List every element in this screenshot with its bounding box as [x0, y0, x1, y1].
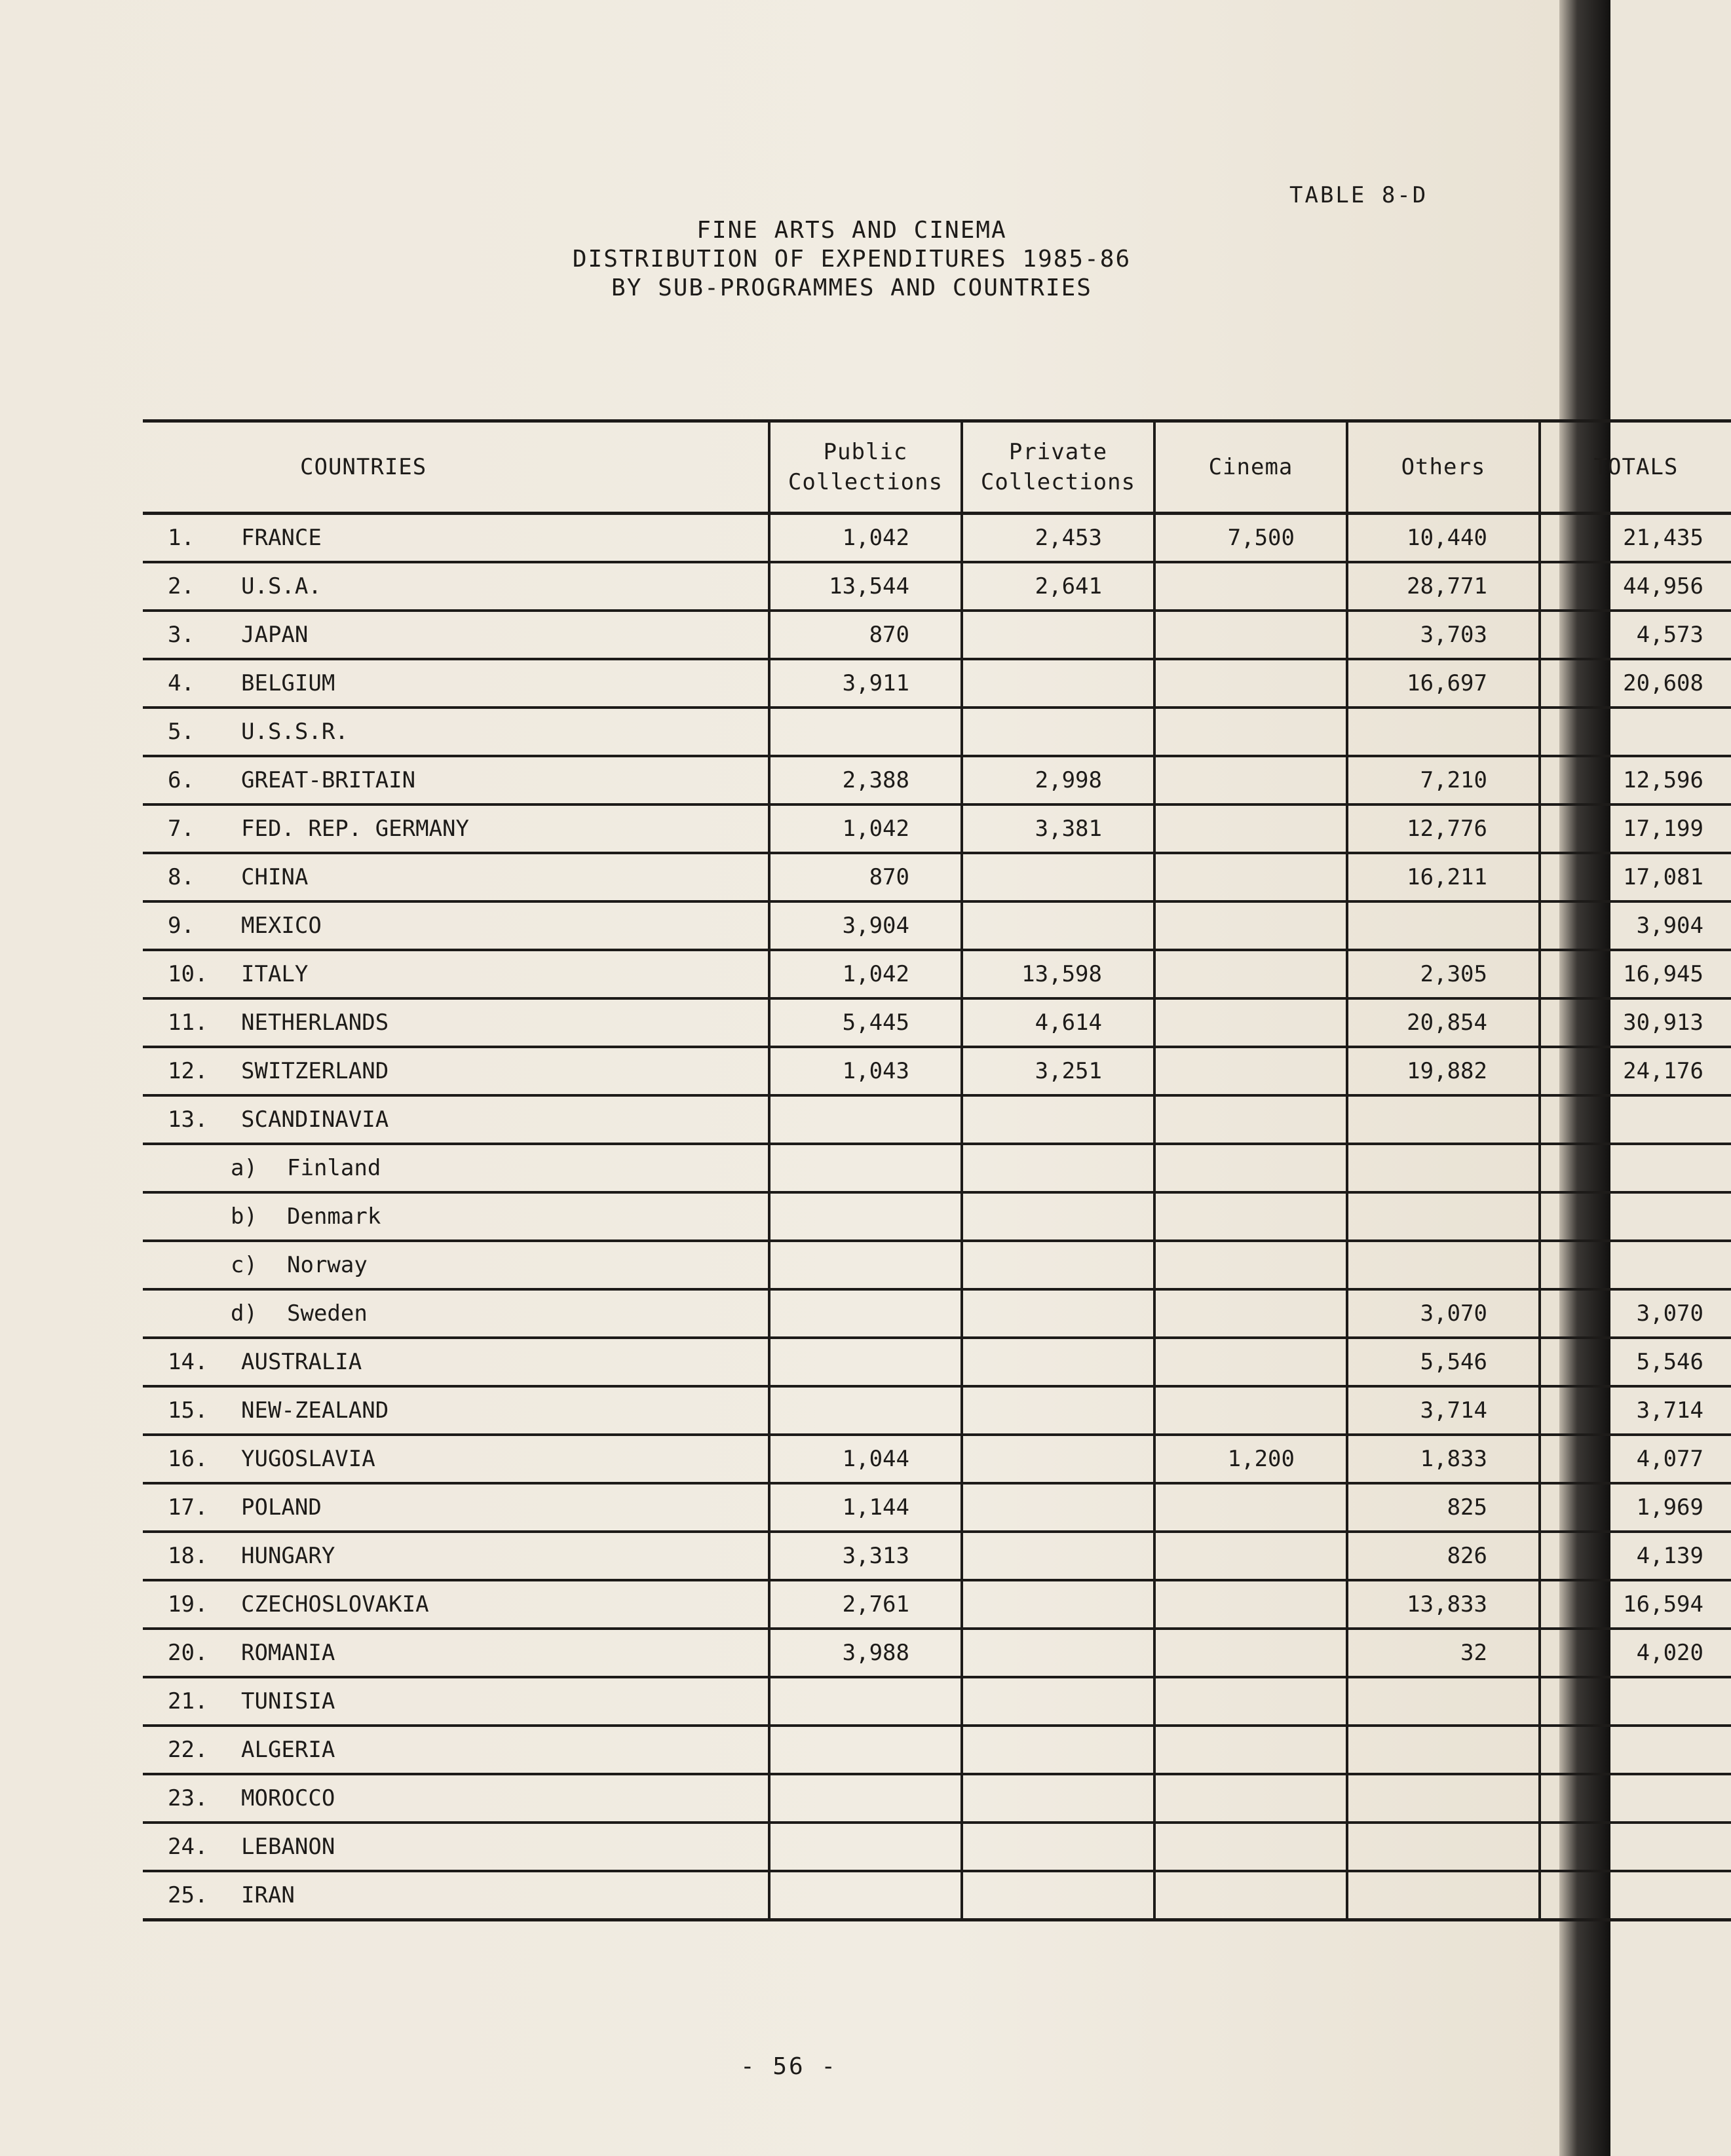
cinema-cell	[1154, 1144, 1347, 1192]
private-collections-cell	[962, 1289, 1154, 1338]
header-totals: TOTALS	[1540, 421, 1731, 514]
country-name: HUNGARY	[241, 1543, 335, 1569]
country-cell	[143, 611, 769, 659]
page-number: - 56 -	[740, 2053, 838, 2080]
table-row	[143, 1047, 1731, 1095]
header-row	[143, 421, 1731, 514]
cinema-cell	[1154, 611, 1347, 659]
others-cell	[1347, 1144, 1540, 1192]
country-cell	[143, 998, 769, 1047]
private-collections-cell	[962, 1629, 1154, 1677]
private-collections-cell	[962, 853, 1154, 901]
table-row	[143, 708, 1731, 756]
country-cell	[143, 1871, 769, 1920]
country-cell	[143, 659, 769, 708]
others-cell	[1347, 1871, 1540, 1920]
table-row	[143, 1483, 1731, 1532]
table-row	[143, 1386, 1731, 1435]
others-cell: 3,703	[1347, 611, 1540, 659]
public-collections-cell: 2,388	[769, 756, 962, 804]
table-row	[143, 804, 1731, 853]
totals-cell: 4,077	[1540, 1435, 1731, 1483]
row-index: 19.	[168, 1591, 208, 1617]
country-cell	[143, 1629, 769, 1677]
country-cell	[143, 1532, 769, 1580]
country-name: ROMANIA	[241, 1640, 335, 1666]
totals-cell: 3,714	[1540, 1386, 1731, 1435]
private-collections-cell	[962, 1532, 1154, 1580]
cinema-cell	[1154, 562, 1347, 611]
public-collections-cell: 1,144	[769, 1483, 962, 1532]
country-cell	[143, 708, 769, 756]
public-collections-cell: 2,761	[769, 1580, 962, 1629]
public-collections-cell	[769, 1823, 962, 1871]
country-cell	[143, 1726, 769, 1774]
table-row	[143, 756, 1731, 804]
cinema-cell	[1154, 756, 1347, 804]
table-row	[143, 853, 1731, 901]
private-collections-cell: 4,614	[962, 998, 1154, 1047]
country-cell	[143, 1483, 769, 1532]
public-collections-cell: 3,988	[769, 1629, 962, 1677]
others-cell	[1347, 1241, 1540, 1289]
public-collections-cell	[769, 1192, 962, 1241]
country-name: AUSTRALIA	[241, 1349, 362, 1375]
cinema-cell	[1154, 1580, 1347, 1629]
public-collections-cell	[769, 708, 962, 756]
country-cell	[143, 804, 769, 853]
row-index: c)	[231, 1252, 257, 1278]
table-row	[143, 1871, 1731, 1920]
public-collections-cell	[769, 1241, 962, 1289]
totals-cell: 4,020	[1540, 1629, 1731, 1677]
table-row	[143, 950, 1731, 998]
cinema-cell	[1154, 853, 1347, 901]
row-index: 6.	[168, 767, 195, 793]
country-name: Sweden	[287, 1300, 368, 1327]
private-collections-cell	[962, 1386, 1154, 1435]
row-index: 22.	[168, 1737, 208, 1763]
private-collections-cell: 2,453	[962, 514, 1154, 563]
header-public-collections: Public Collections	[769, 421, 962, 514]
others-cell: 20,854	[1347, 998, 1540, 1047]
totals-cell: 21,435	[1540, 514, 1731, 563]
others-cell	[1347, 1726, 1540, 1774]
country-cell	[143, 1386, 769, 1435]
cinema-cell	[1154, 1095, 1347, 1144]
table-row	[143, 514, 1731, 563]
table-row	[143, 562, 1731, 611]
table-row	[143, 1192, 1731, 1241]
private-collections-cell	[962, 1726, 1154, 1774]
country-cell	[143, 1774, 769, 1823]
table-row	[143, 1435, 1731, 1483]
others-cell: 826	[1347, 1532, 1540, 1580]
country-name: POLAND	[241, 1494, 322, 1521]
row-index: 25.	[168, 1882, 208, 1908]
others-cell: 3,070	[1347, 1289, 1540, 1338]
country-cell	[143, 1338, 769, 1386]
table-row	[143, 1532, 1731, 1580]
country-name: YUGOSLAVIA	[241, 1446, 375, 1472]
totals-cell: 30,913	[1540, 998, 1731, 1047]
country-name: LEBANON	[241, 1834, 335, 1860]
private-collections-cell	[962, 1095, 1154, 1144]
cinema-cell	[1154, 1289, 1347, 1338]
public-collections-cell	[769, 1338, 962, 1386]
others-cell: 10,440	[1347, 514, 1540, 563]
others-cell	[1347, 1774, 1540, 1823]
cinema-cell	[1154, 1386, 1347, 1435]
country-name: ALGERIA	[241, 1737, 335, 1763]
cinema-cell	[1154, 998, 1347, 1047]
public-collections-cell	[769, 1774, 962, 1823]
row-index: 21.	[168, 1688, 208, 1714]
public-collections-cell: 1,043	[769, 1047, 962, 1095]
country-name: SCANDINAVIA	[241, 1106, 389, 1133]
totals-cell	[1540, 1774, 1731, 1823]
row-index: 23.	[168, 1785, 208, 1811]
others-cell: 1,833	[1347, 1435, 1540, 1483]
private-collections-cell	[962, 901, 1154, 950]
table-row	[143, 1774, 1731, 1823]
public-collections-cell	[769, 1095, 962, 1144]
public-collections-cell: 3,313	[769, 1532, 962, 1580]
others-cell	[1347, 708, 1540, 756]
country-cell	[143, 853, 769, 901]
country-name: Denmark	[287, 1203, 381, 1230]
country-name: BELGIUM	[241, 670, 335, 696]
row-index: 5.	[168, 719, 195, 745]
cinema-cell	[1154, 1483, 1347, 1532]
totals-cell	[1540, 1144, 1731, 1192]
table-row	[143, 1823, 1731, 1871]
row-index: 14.	[168, 1349, 208, 1375]
cinema-cell	[1154, 708, 1347, 756]
row-index: 7.	[168, 816, 195, 842]
private-collections-cell	[962, 1871, 1154, 1920]
country-name: U.S.A.	[241, 573, 322, 599]
totals-cell: 17,199	[1540, 804, 1731, 853]
country-cell	[143, 901, 769, 950]
header-others: Others	[1347, 421, 1540, 514]
cinema-cell	[1154, 1726, 1347, 1774]
private-collections-cell	[962, 1192, 1154, 1241]
country-cell	[143, 1289, 769, 1338]
header-cinema: Cinema	[1154, 421, 1347, 514]
totals-cell: 1,969	[1540, 1483, 1731, 1532]
cinema-cell	[1154, 1241, 1347, 1289]
private-collections-cell	[962, 1580, 1154, 1629]
others-cell: 19,882	[1347, 1047, 1540, 1095]
country-name: GREAT-BRITAIN	[241, 767, 416, 793]
table-row	[143, 1289, 1731, 1338]
totals-cell: 24,176	[1540, 1047, 1731, 1095]
row-index: 16.	[168, 1446, 208, 1472]
others-cell	[1347, 1677, 1540, 1726]
country-cell	[143, 1095, 769, 1144]
public-collections-cell	[769, 1726, 962, 1774]
country-name: ITALY	[241, 961, 309, 987]
totals-cell: 16,594	[1540, 1580, 1731, 1629]
cinema-cell: 7,500	[1154, 514, 1347, 563]
others-cell: 13,833	[1347, 1580, 1540, 1629]
private-collections-cell	[962, 659, 1154, 708]
title-line: BY SUB-PROGRAMMES AND COUNTRIES	[611, 274, 1092, 301]
country-name: U.S.S.R.	[241, 719, 349, 745]
country-cell	[143, 950, 769, 998]
table-row	[143, 611, 1731, 659]
totals-cell: 20,608	[1540, 659, 1731, 708]
row-index: 17.	[168, 1494, 208, 1521]
others-cell	[1347, 1192, 1540, 1241]
private-collections-cell	[962, 708, 1154, 756]
others-cell: 5,546	[1347, 1338, 1540, 1386]
table-title	[498, 216, 1206, 303]
row-index: a)	[231, 1155, 257, 1181]
totals-cell	[1540, 708, 1731, 756]
cinema-cell	[1154, 1677, 1347, 1726]
private-collections-cell: 2,641	[962, 562, 1154, 611]
totals-cell: 3,070	[1540, 1289, 1731, 1338]
row-index: 2.	[168, 573, 195, 599]
table-row	[143, 1629, 1731, 1677]
others-cell: 2,305	[1347, 950, 1540, 998]
cinema-cell	[1154, 804, 1347, 853]
public-collections-cell: 5,445	[769, 998, 962, 1047]
public-collections-cell: 13,544	[769, 562, 962, 611]
public-collections-cell: 870	[769, 853, 962, 901]
public-collections-cell	[769, 1871, 962, 1920]
country-cell	[143, 514, 769, 563]
cinema-cell	[1154, 659, 1347, 708]
country-name: IRAN	[241, 1882, 295, 1908]
totals-cell	[1540, 1095, 1731, 1144]
totals-cell	[1540, 1871, 1731, 1920]
country-cell	[143, 1192, 769, 1241]
private-collections-cell	[962, 1435, 1154, 1483]
country-cell	[143, 1580, 769, 1629]
private-collections-cell	[962, 1823, 1154, 1871]
row-index: 9.	[168, 913, 195, 939]
public-collections-cell: 3,911	[769, 659, 962, 708]
public-collections-cell: 1,042	[769, 950, 962, 998]
totals-cell: 12,596	[1540, 756, 1731, 804]
public-collections-cell	[769, 1677, 962, 1726]
public-collections-cell: 3,904	[769, 901, 962, 950]
private-collections-cell	[962, 1774, 1154, 1823]
totals-cell	[1540, 1192, 1731, 1241]
private-collections-cell: 3,251	[962, 1047, 1154, 1095]
row-index: 15.	[168, 1397, 208, 1424]
country-cell	[143, 1435, 769, 1483]
public-collections-cell: 1,044	[769, 1435, 962, 1483]
cinema-cell	[1154, 1871, 1347, 1920]
cinema-cell	[1154, 1338, 1347, 1386]
others-cell: 7,210	[1347, 756, 1540, 804]
table-row	[143, 1338, 1731, 1386]
others-cell: 16,211	[1347, 853, 1540, 901]
totals-cell	[1540, 1241, 1731, 1289]
totals-cell	[1540, 1677, 1731, 1726]
row-index: 20.	[168, 1640, 208, 1666]
country-name: FRANCE	[241, 525, 322, 551]
row-index: 12.	[168, 1058, 208, 1084]
header-countries: COUNTRIES	[143, 421, 769, 514]
title-line: DISTRIBUTION OF EXPENDITURES 1985-86	[572, 246, 1132, 273]
title-line: FINE ARTS AND CINEMA	[696, 217, 1007, 244]
others-cell	[1347, 1823, 1540, 1871]
others-cell: 28,771	[1347, 562, 1540, 611]
country-name: CHINA	[241, 864, 309, 890]
others-cell: 32	[1347, 1629, 1540, 1677]
cinema-cell	[1154, 1192, 1347, 1241]
country-name: CZECHOSLOVAKIA	[241, 1591, 429, 1617]
private-collections-cell: 3,381	[962, 804, 1154, 853]
private-collections-cell	[962, 1338, 1154, 1386]
private-collections-cell: 13,598	[962, 950, 1154, 998]
row-index: 1.	[168, 525, 195, 551]
row-index: 11.	[168, 1010, 208, 1036]
country-cell	[143, 1047, 769, 1095]
totals-cell: 3,904	[1540, 901, 1731, 950]
others-cell: 3,714	[1347, 1386, 1540, 1435]
others-cell: 16,697	[1347, 659, 1540, 708]
table-row	[143, 1095, 1731, 1144]
public-collections-cell: 1,042	[769, 804, 962, 853]
table-row	[143, 1144, 1731, 1192]
cinema-cell	[1154, 1774, 1347, 1823]
totals-cell: 4,573	[1540, 611, 1731, 659]
table-row	[143, 901, 1731, 950]
country-cell	[143, 1144, 769, 1192]
private-collections-cell	[962, 1144, 1154, 1192]
country-name: NETHERLANDS	[241, 1010, 389, 1036]
country-cell	[143, 1241, 769, 1289]
cinema-cell: 1,200	[1154, 1435, 1347, 1483]
row-index: 3.	[168, 622, 195, 648]
row-index: 10.	[168, 961, 208, 987]
private-collections-cell	[962, 1677, 1154, 1726]
public-collections-cell	[769, 1144, 962, 1192]
row-index: b)	[231, 1203, 257, 1230]
country-name: FED. REP. GERMANY	[241, 816, 469, 842]
country-cell	[143, 756, 769, 804]
public-collections-cell: 870	[769, 611, 962, 659]
country-name: NEW-ZEALAND	[241, 1397, 389, 1424]
row-index: 18.	[168, 1543, 208, 1569]
private-collections-cell: 2,998	[962, 756, 1154, 804]
cinema-cell	[1154, 1047, 1347, 1095]
private-collections-cell	[962, 611, 1154, 659]
public-collections-cell	[769, 1289, 962, 1338]
totals-cell: 16,945	[1540, 950, 1731, 998]
table-row	[143, 659, 1731, 708]
table-row	[143, 998, 1731, 1047]
cinema-cell	[1154, 950, 1347, 998]
totals-cell: 44,956	[1540, 562, 1731, 611]
totals-cell: 4,139	[1540, 1532, 1731, 1580]
table-label: TABLE 8-D	[1289, 182, 1428, 208]
country-cell	[143, 1823, 769, 1871]
country-name: Finland	[287, 1155, 381, 1181]
totals-cell	[1540, 1726, 1731, 1774]
country-name: TUNISIA	[241, 1688, 335, 1714]
table-row	[143, 1677, 1731, 1726]
row-index: 24.	[168, 1834, 208, 1860]
header-private-collections: Private Collections	[962, 421, 1154, 514]
row-index: 8.	[168, 864, 195, 890]
totals-cell: 5,546	[1540, 1338, 1731, 1386]
country-cell	[143, 1677, 769, 1726]
others-cell	[1347, 901, 1540, 950]
private-collections-cell	[962, 1483, 1154, 1532]
cinema-cell	[1154, 901, 1347, 950]
country-name: SWITZERLAND	[241, 1058, 389, 1084]
public-collections-cell: 1,042	[769, 514, 962, 563]
expenditure-table	[143, 419, 1731, 1921]
others-cell	[1347, 1095, 1540, 1144]
cinema-cell	[1154, 1823, 1347, 1871]
table-row	[143, 1580, 1731, 1629]
country-cell	[143, 562, 769, 611]
table-row	[143, 1241, 1731, 1289]
cinema-cell	[1154, 1629, 1347, 1677]
totals-cell	[1540, 1823, 1731, 1871]
private-collections-cell	[962, 1241, 1154, 1289]
row-index: 13.	[168, 1106, 208, 1133]
country-name: JAPAN	[241, 622, 309, 648]
public-collections-cell	[769, 1386, 962, 1435]
country-name: MEXICO	[241, 913, 322, 939]
cinema-cell	[1154, 1532, 1347, 1580]
others-cell: 12,776	[1347, 804, 1540, 853]
row-index: 4.	[168, 670, 195, 696]
country-name: MOROCCO	[241, 1785, 335, 1811]
others-cell: 825	[1347, 1483, 1540, 1532]
totals-cell: 17,081	[1540, 853, 1731, 901]
row-index: d)	[231, 1300, 257, 1327]
table-body	[143, 514, 1731, 1920]
table-row	[143, 1726, 1731, 1774]
country-name: Norway	[287, 1252, 368, 1278]
